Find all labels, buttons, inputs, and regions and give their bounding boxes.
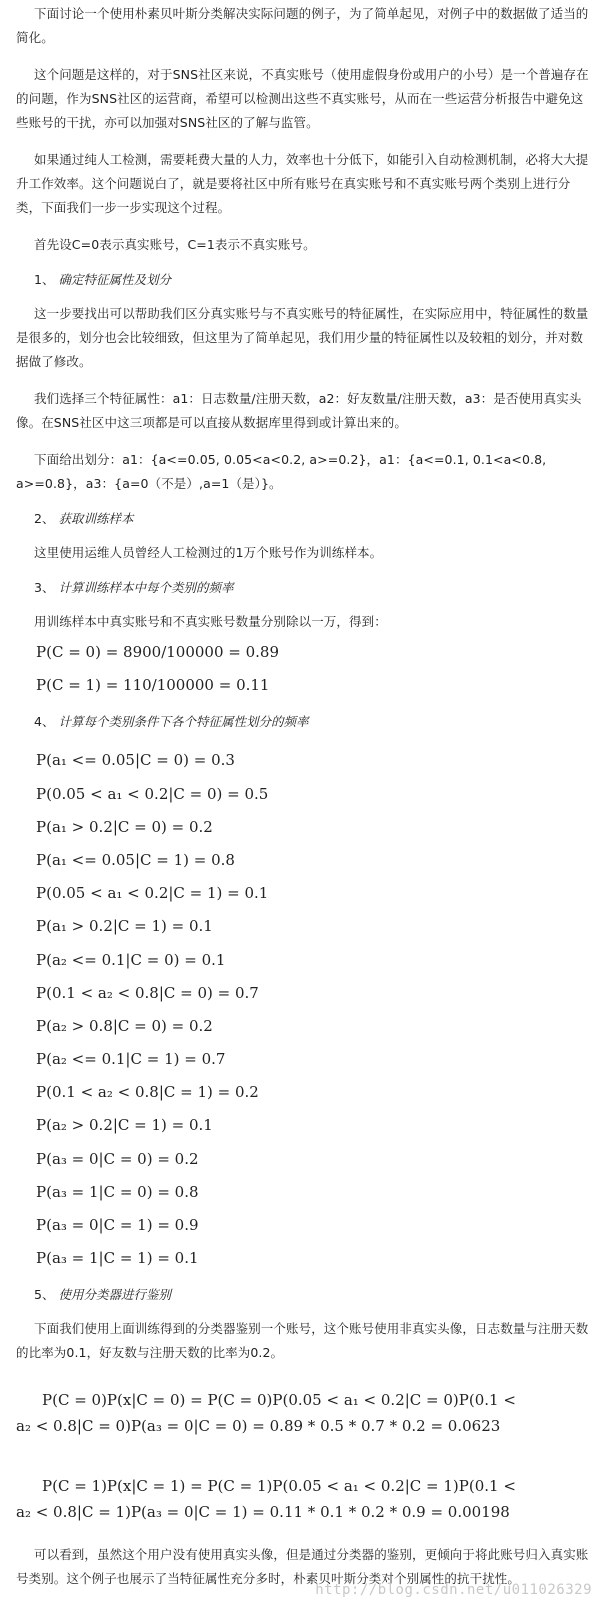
section-number: 2、: [34, 511, 55, 526]
paragraph-step1-a: 这一步要找出可以帮助我们区分真实账号与不真实账号的特征属性，在实际应用中，特征属性的数量是很多的，划分也会比较细致，但这里为了简单起见，我们用少量的特征属性以及较粗的划分，并对数据做了修改。: [16, 306, 589, 369]
formula-conditional-frequency: P(a₃ = 0|C = 1) = 0.9: [36, 1216, 199, 1234]
section-title: 计算每个类别条件下各个特征属性划分的频率: [58, 714, 309, 730]
formula-conditional-frequency: P(a₁ <= 0.05|C = 1) = 0.8: [36, 850, 235, 869]
section-heading-1: [34, 270, 590, 290]
formula-conditional-frequency: P(a₃ = 1|C = 1) = 0.1: [36, 1249, 199, 1268]
calculation-class-1: [16, 1473, 590, 1525]
formula-conditional-frequency: P(a₂ <= 0.1|C = 1) = 0.7: [36, 1050, 226, 1069]
conditional-frequency-formulas: [36, 744, 590, 1275]
paragraph-assume: 首先设C=0表示真实账号，C=1表示不真实账号。: [34, 237, 316, 252]
watermark: http://blog.csdn.net/u011026329: [315, 1582, 592, 1598]
formula-class-1: P(C = 1) = 110/100000 = 0.11: [36, 676, 270, 695]
section-title: 确定特征属性及划分: [58, 272, 171, 287]
section-heading-4: [34, 712, 590, 732]
calculation-class-0: [16, 1387, 590, 1439]
paragraph-step2: 这里使用运维人员曾经人工检测过的1万个账号作为训练样本。: [34, 545, 383, 560]
formula-conditional-frequency: P(a₂ > 0.8|C = 0) = 0.2: [36, 1016, 213, 1035]
paragraph-problem: 这个问题是这样的，对于SNS社区来说，不真实账号（使用虚假身份或用户的小号）是一个普遍存在的问题，作为SNS社区的运营商，希望可以检测出这些不真实账号，从而在一些运营分析报告中避免这些账号的干扰，亦可以加强对SNS社区的了解与监管。: [16, 67, 589, 130]
paragraph-step1-b: 我们选择三个特征属性：a1：日志数量/注册天数，a2：好友数量/注册天数，a3：是否使用真实头像。在SNS社区中这三项都是可以直接从数据库里得到或计算出来的。: [16, 391, 582, 430]
formula-conditional-frequency: P(a₃ = 1|C = 0) = 0.8: [36, 1182, 199, 1201]
formula-conditional-frequency: P(a₁ > 0.2|C = 0) = 0.2: [36, 817, 213, 836]
formula-conditional-frequency: P(0.1 < a₂ < 0.8|C = 1) = 0.2: [36, 1083, 259, 1102]
calculation-line: P(C = 0)P(x|C = 0) = P(C = 0)P(0.05 < a₁ < 0.2|C = 0)P(0.1 <: [42, 1391, 516, 1410]
section-number: 5、: [34, 1287, 55, 1303]
class-frequency-formulas: [36, 636, 590, 702]
formula-conditional-frequency: P(0.1 < a₂ < 0.8|C = 0) = 0.7: [36, 983, 259, 1002]
formula-conditional-frequency: P(a₁ > 0.2|C = 1) = 0.1: [36, 917, 213, 936]
section-number: 1、: [34, 272, 55, 287]
section-title: 计算训练样本中每个类别的频率: [58, 580, 234, 595]
section-heading-5: [34, 1285, 590, 1305]
formula-conditional-frequency: P(0.05 < a₁ < 0.2|C = 0) = 0.5: [36, 784, 269, 803]
paragraph-intro: 下面讨论一个使用朴素贝叶斯分类解决实际问题的例子，为了简单起见，对例子中的数据做了适当的简化。: [16, 6, 589, 45]
paragraph-step5: 下面我们使用上面训练得到的分类器鉴别一个账号，这个账号使用非真实头像，日志数量与注册天数的比率为0.1，好友数与注册天数的比率为0.2。: [16, 1321, 589, 1361]
section-heading-3: [34, 578, 590, 598]
formula-conditional-frequency: P(0.05 < a₁ < 0.2|C = 1) = 0.1: [36, 884, 269, 903]
paragraph-conclusion: 可以看到，虽然这个用户没有使用真实头像，但是通过分类器的鉴别，更倾向于将此账号归入真实账号类别。这个例子也展示了当特征属性充分多时，朴素贝叶斯分类对个别属性的抗干扰性。: [16, 1547, 589, 1587]
formula-conditional-frequency: P(a₂ > 0.2|C = 1) = 0.1: [36, 1116, 213, 1135]
section-heading-2: [34, 509, 590, 529]
calculation-line: a₂ < 0.8|C = 0)P(a₃ = 0|C = 0) = 0.89 * 0.5 * 0.7 * 0.2 = 0.0623: [16, 1417, 501, 1436]
formula-class-0: P(C = 0) = 8900/100000 = 0.89: [36, 643, 280, 661]
section-number: 4、: [34, 714, 55, 730]
formula-conditional-frequency: P(a₃ = 0|C = 0) = 0.2: [36, 1149, 199, 1168]
article-body: [16, 0, 590, 1604]
section-title: 使用分类器进行鉴别: [58, 1287, 171, 1303]
formula-conditional-frequency: P(a₁ <= 0.05|C = 0) = 0.3: [36, 751, 235, 770]
paragraph-step1-c: 下面给出划分：a1：{a<=0.05, 0.05<a<0.2, a>=0.2}，a1：{a<=0.1, 0.1<a<0.8, a>=0.8}，a3：{a=0（不是）,a=1（是）}。: [16, 452, 547, 491]
calculation-line: a₂ < 0.8|C = 1)P(a₃ = 0|C = 1) = 0.11 * 0.1 * 0.2 * 0.9 = 0.00198: [16, 1503, 510, 1522]
formula-conditional-frequency: P(a₂ <= 0.1|C = 0) = 0.1: [36, 950, 226, 969]
paragraph-motivation: 如果通过纯人工检测，需要耗费大量的人力，效率也十分低下，如能引入自动检测机制，必将大大提升工作效率。这个问题说白了，就是要将社区中所有账号在真实账号和不真实账号两个类别上进行分类，下面我们一步一步实现这个过程。: [16, 152, 589, 215]
section-number: 3、: [34, 580, 55, 595]
calculation-line: P(C = 1)P(x|C = 1) = P(C = 1)P(0.05 < a₁ < 0.2|C = 1)P(0.1 <: [42, 1477, 516, 1496]
paragraph-step3: 用训练样本中真实账号和不真实账号数量分别除以一万，得到：: [34, 614, 387, 629]
section-title: 获取训练样本: [58, 511, 134, 526]
